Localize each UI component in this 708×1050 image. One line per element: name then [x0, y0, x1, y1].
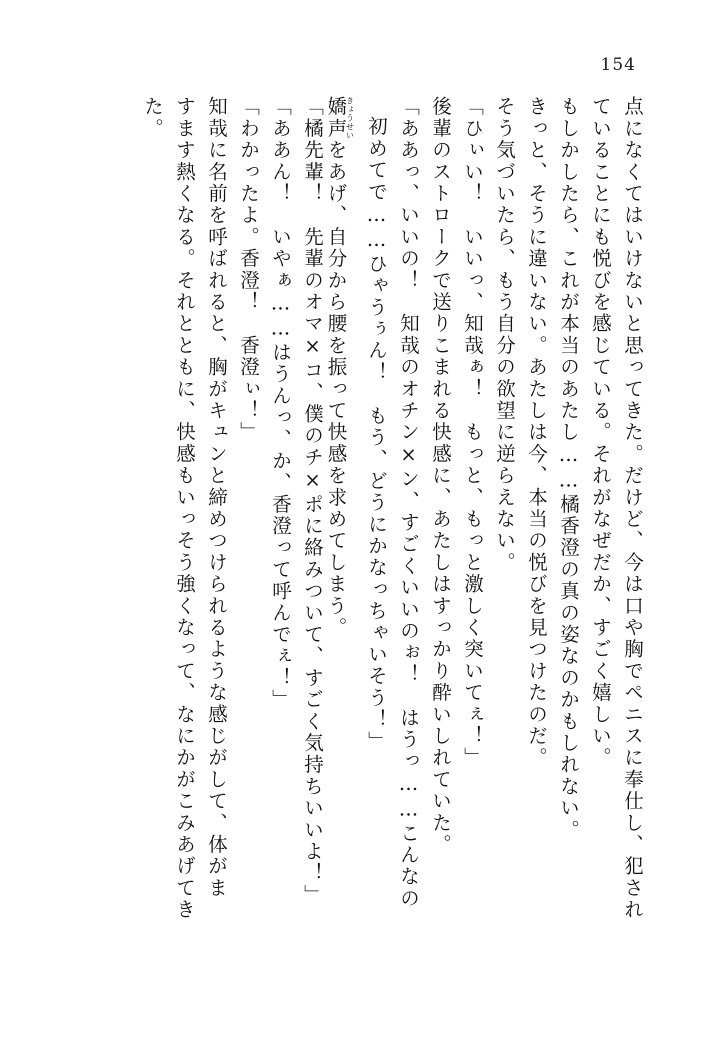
text-line: 「ああん！ いやぁ……はうんっ、か、香澄って呼んでぇ！」: [269, 96, 292, 711]
text-line: すます熱くなる。それとともに、快感もいっそう強くなって、なにかがこみあげてき: [173, 96, 196, 921]
ruby-base: 嬌声: [324, 96, 348, 140]
page-number: 154: [600, 55, 636, 75]
text-line: 知哉に名前を呼ばれると、胸がキュンと締めつけられるような感じがして、体がま: [205, 96, 228, 899]
text-line: 「ああっ、いいの！ 知哉のオチン×ン、すごくいいのぉ！ はうっ……こんなの: [397, 96, 420, 910]
text-line: ていることにも悦びを感じている。それがなぜだか、すごく嬉しい。: [589, 96, 612, 769]
ruby-annotation: [324, 96, 355, 140]
text-line: きっと、そうに違いない。あたしは今、本当の悦びを見つけたのだ。: [525, 96, 548, 769]
page-text-body: [70, 96, 642, 992]
ruby-reading: きょうせい: [345, 96, 355, 140]
text-line-remainder: をあげ、自分から腰を振って快感を求めてしまう。: [324, 139, 348, 639]
text-line: そう気づいたら、もう自分の欲望に逆らえない。: [493, 96, 516, 574]
text-line: もしかしたら、これが本当のあたし……橘香澄の真の姿なのかもしれない。: [557, 96, 580, 841]
text-line: 点になくてはいけないと思ってきた。だけど、今は口や胸でペニスに奉仕し、犯され: [621, 96, 644, 921]
text-line-with-ruby: [322, 96, 354, 992]
text-line: 「橘先輩！ 先輩のオマ×コ、僕のチ×ポに絡みついて、すごく気持ちいいよ！」: [301, 96, 324, 906]
text-line: 「ひぃい！ いいっ、知哉ぁ！ もっと、もっと激しく突いてぇ！」: [461, 96, 484, 769]
text-line: 初めてで……ひゃうぅん！ もう、どうにかなっちゃいそう！」: [365, 116, 388, 753]
text-line: た。: [141, 96, 164, 140]
text-line: 「わかったよ。香澄！ 香澄ぃ！」: [237, 96, 260, 444]
text-line: 後輩のストロークで送りこまれる快感に、あたしはすっかり酔いしれていた。: [429, 96, 452, 856]
